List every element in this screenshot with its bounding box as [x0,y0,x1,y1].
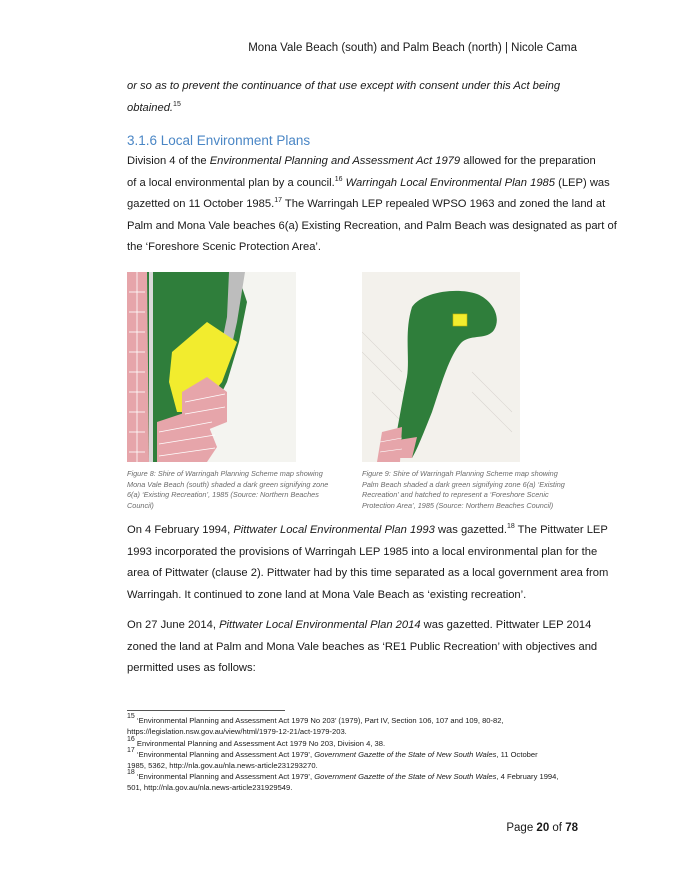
footnote-ref-16[interactable]: 16 [334,175,343,183]
text: was gazetted. Pittwater LEP 2014 [420,619,592,631]
footnote-link[interactable]: 1985, 5362, http://nla.gov.au/nla.news-article231293270. [127,761,318,770]
text: Division 4 of the [127,155,210,167]
footnote-number: 16 [127,736,135,743]
footnote-number: 15 [127,713,135,720]
gazette-title: Government Gazette of the State of New South Wales [314,772,497,781]
intro-quote [127,76,578,119]
page-number [506,822,578,834]
caption-line: Recreation’ and hatched to represent a ‘Foreshore Scenic [362,490,549,499]
text: Palm and Mona Vale beaches 6(a) Existing Recreation, and Palm Beach was designated as part of [127,219,617,232]
footnote-17 [127,749,587,771]
figure-8-caption [127,469,342,511]
caption-line: Figure 9: Shire of Warringah Planning Scheme map showing [362,469,558,478]
text: allowed for the preparation [460,155,596,167]
text: gazetted on 11 October 1985. [127,198,275,210]
gazette-title: Government Gazette of the State of New South Wales [314,750,497,759]
page-label: Page [506,822,537,834]
paragraph-1 [127,151,617,259]
total-pages: 78 [565,822,578,834]
text: Warringah. It continued to zone land at Mona Vale Beach as ‘existing recreation’. [127,588,527,601]
footnote-text: , 4 February 1994, [496,772,559,781]
caption-line: Palm Beach shaded a dark green signifying zone 6(a) ‘Existing [362,479,565,489]
text: permitted uses as follows: [127,662,256,674]
text: On 27 June 2014, [127,619,220,631]
caption-line: Council) [127,500,154,510]
lep-title: Pittwater Local Environmental Plan 1993 [233,524,435,536]
footnote-15 [127,715,587,737]
mona-vale-map-image [127,272,296,462]
footnote-text: ‘Environmental Planning and Assessment Act 1979 No 203’ (1979), Part IV, Section 106, 107 and 109, 80-82, [134,716,504,725]
text: the ‘Foreshore Scenic Protection Area’. [127,241,322,253]
footnote-number: 17 [127,747,135,754]
act-title: Environmental Planning and Assessment Act 1979 [209,155,461,167]
figure-9-caption [362,469,577,511]
footnote-separator [127,710,285,711]
paragraph-2 [127,520,609,606]
text: of a local environmental plan by a council. [127,176,335,189]
lep-title: Warringah Local Environmental Plan 1985 [345,176,555,189]
text: On 4 February 1994, [127,524,234,536]
caption-line: 6(a) ‘Existing Recreation’, 1985 (Source: Northern Beaches [127,490,319,499]
footnote-ref-17[interactable]: 17 [274,197,282,204]
figure-8-map [127,272,296,462]
section-heading: 3.1.6 Local Environment Plans [127,133,311,148]
lep-title: Pittwater Local Environmental Plan 2014 [219,619,421,631]
footnote-text: Environmental Planning and Assessment Act 1979 No 203, Division 4, 38. [134,739,386,748]
current-page: 20 [536,822,550,834]
paragraph-3 [127,615,598,680]
footnote-text: , 11 October [496,750,538,759]
footnote-number: 18 [127,769,135,776]
footnote-18 [127,771,587,793]
figure-9-map [362,272,520,462]
caption-line: Figure 8: Shire of Warringah Planning Scheme map showing [127,469,323,478]
caption-line: Protection Area’, 1985 (Source: Northern Beaches Council) [362,500,554,510]
caption-line: Mona Vale Beach (south) shaded a dark green signifying zone [127,479,329,489]
footnote-ref-15[interactable]: 15 [173,100,181,108]
footnote-text: ‘Environmental Planning and Assessment Act 1979’, [134,750,315,759]
text: 1993 incorporated the provisions of Warringah LEP 1985 into a local environmental plan for the [127,545,598,558]
text: was gazetted. [434,524,507,536]
footnote-16 [127,738,587,749]
footnote-link[interactable]: 501, http://nla.gov.au/nla.news-article231929549. [127,783,293,792]
intro-line-2: obtained. [127,101,174,114]
footnote-link[interactable]: https://legislation.nsw.gov.au/view/html/1979-12-21/act-1979-203. [127,727,347,736]
palm-beach-map-image [362,272,520,462]
text: The Warringah LEP repealed WPSO 1963 and zoned the land at [282,198,606,210]
text: The Pittwater LEP [514,524,608,536]
text: (LEP) was [555,176,610,189]
intro-line-1: or so as to prevent the continuance of that use except with consent under this Act being [127,80,561,92]
text: zoned the land at Palm and Mona Vale beaches as ‘RE1 Public Recreation’ with objectives and [127,640,598,653]
text: area of Pittwater (clause 2). Pittwater had by this time separated as a local government area from [127,567,609,579]
page-of: of [549,822,566,834]
running-header: Mona Vale Beach (south) and Palm Beach (north) | Nicole Cama [248,42,577,54]
footnote-text: ‘Environmental Planning and Assessment Act 1979’, [134,772,315,781]
footnote-ref-18[interactable]: 18 [506,523,515,530]
